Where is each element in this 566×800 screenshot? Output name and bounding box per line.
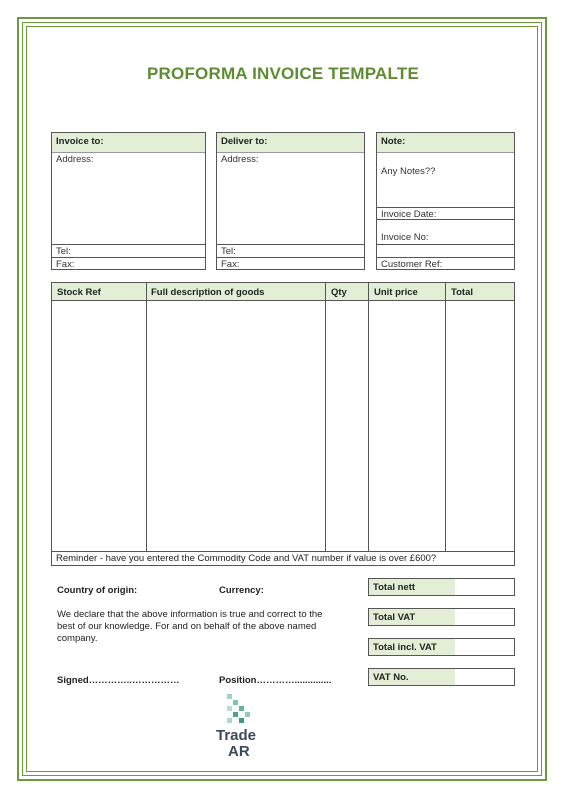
signed-label: Signed…………..…………… bbox=[57, 675, 180, 686]
note-box bbox=[376, 132, 515, 270]
invoice-to-address-label: Address: bbox=[56, 154, 94, 165]
vat-no-label: VAT No. bbox=[369, 669, 455, 685]
col-divider bbox=[146, 283, 147, 551]
note-divider bbox=[377, 219, 514, 220]
customer-ref-label: Customer Ref: bbox=[377, 257, 514, 271]
col-divider bbox=[445, 283, 446, 551]
country-of-origin-label: Country of origin: bbox=[57, 585, 138, 596]
total-incl-vat-label: Total incl. VAT bbox=[369, 639, 455, 655]
deliver-to-heading: Deliver to: bbox=[217, 133, 364, 153]
col-description: Full description of goods bbox=[151, 287, 265, 298]
vat-no-box bbox=[368, 668, 515, 686]
logo-text-line1: Trade bbox=[216, 727, 257, 744]
total-nett-label: Total nett bbox=[369, 579, 455, 595]
currency-label: Currency: bbox=[219, 585, 264, 596]
deliver-to-box bbox=[216, 132, 365, 270]
note-divider-2 bbox=[377, 244, 514, 245]
goods-table bbox=[51, 282, 515, 566]
page-title: PROFORMA INVOICE TEMPALTE bbox=[147, 64, 419, 83]
position-label: Position………….............. bbox=[219, 675, 332, 686]
invoice-to-fax-label: Fax: bbox=[52, 257, 205, 271]
total-vat-label: Total VAT bbox=[369, 609, 455, 625]
trade-ar-logo-icon bbox=[213, 692, 269, 726]
deliver-to-fax-label: Fax: bbox=[217, 257, 364, 271]
note-heading: Note: bbox=[377, 133, 514, 153]
reminder-text: Reminder - have you entered the Commodity Code and VAT number if value is over £600? bbox=[52, 551, 514, 565]
invoice-to-heading: Invoice to: bbox=[52, 133, 205, 153]
col-divider bbox=[368, 283, 369, 551]
col-total: Total bbox=[451, 287, 473, 298]
declaration-line-3: company. bbox=[57, 633, 98, 644]
invoice-to-box bbox=[51, 132, 206, 270]
declaration-line-2: best of our knowledge. For and on behalf of the above named bbox=[57, 621, 317, 632]
logo-text-line2: AR bbox=[228, 743, 250, 760]
col-divider bbox=[325, 283, 326, 551]
col-qty: Qty bbox=[331, 287, 347, 298]
deliver-to-address-label: Address: bbox=[221, 154, 259, 165]
invoice-to-tel-label: Tel: bbox=[52, 244, 205, 258]
total-vat-box bbox=[368, 608, 515, 626]
invoice-no-label: Invoice No: bbox=[381, 232, 429, 243]
col-stock-ref: Stock Ref bbox=[57, 287, 101, 298]
declaration-line-1: We declare that the above information is true and correct to the bbox=[57, 609, 323, 620]
total-incl-vat-box bbox=[368, 638, 515, 656]
note-text: Any Notes?? bbox=[381, 166, 436, 177]
invoice-date-label: Invoice Date: bbox=[377, 207, 514, 221]
deliver-to-tel-label: Tel: bbox=[217, 244, 364, 258]
total-nett-box bbox=[368, 578, 515, 596]
col-unit-price: Unit price bbox=[374, 287, 418, 298]
